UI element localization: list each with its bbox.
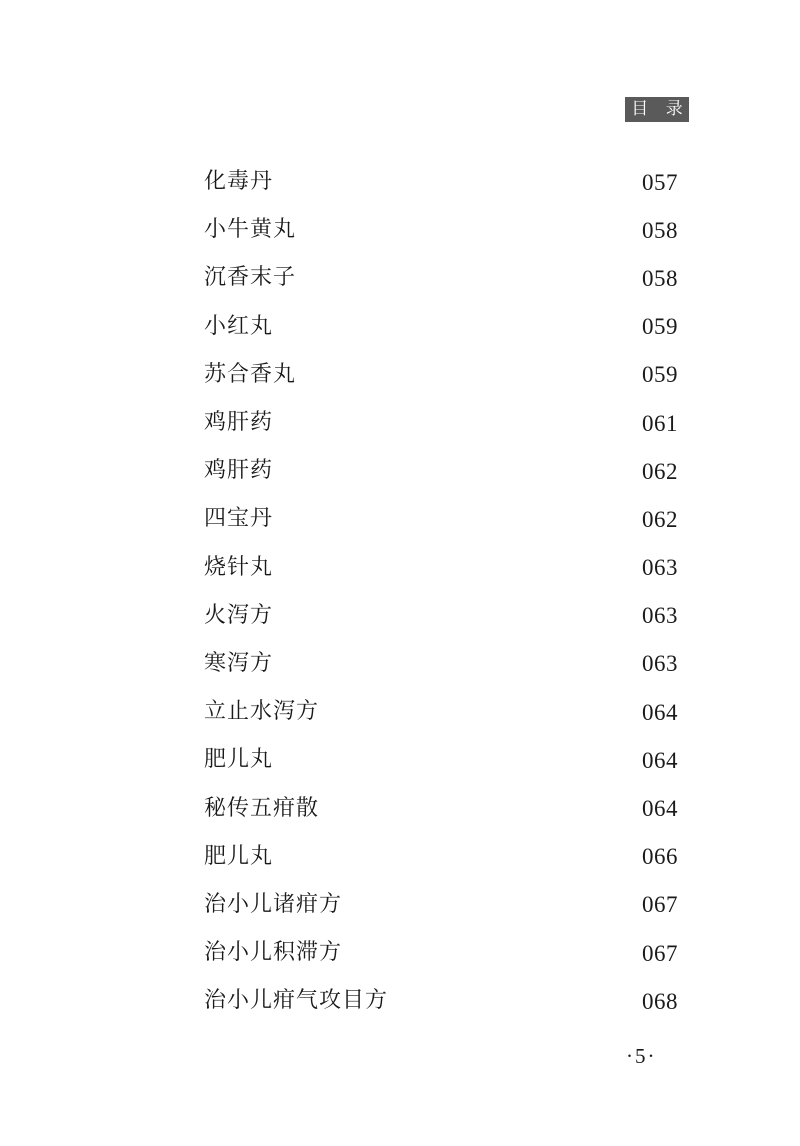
toc-entry[interactable] xyxy=(204,977,678,1025)
dot-leader xyxy=(402,990,634,1012)
toc-entry-page: 067 xyxy=(642,892,678,918)
dot-leader xyxy=(356,894,634,916)
dot-leader xyxy=(287,460,634,482)
toc-entry-title: 鸡肝药 xyxy=(204,410,274,436)
toc-entry-title: 治小儿诸疳方 xyxy=(204,891,343,917)
toc-entry-title: 鸡肝药 xyxy=(204,458,274,484)
dot-leader xyxy=(287,557,634,579)
toc-entry-page: 067 xyxy=(642,940,678,966)
dot-leader xyxy=(333,798,634,820)
toc-entry[interactable] xyxy=(204,833,678,881)
dot-leader xyxy=(287,508,634,530)
toc-entry[interactable] xyxy=(204,544,678,592)
toc-entry-page: 062 xyxy=(642,458,678,484)
toc-entry-page: 068 xyxy=(642,988,678,1014)
dot-leader xyxy=(287,412,634,434)
toc-entry-page: 058 xyxy=(642,265,678,291)
dot-leader xyxy=(287,171,634,193)
toc-entry-page: 066 xyxy=(642,844,678,870)
toc-entry[interactable] xyxy=(204,592,678,640)
dot-leader xyxy=(310,267,634,289)
toc-entry-page: 062 xyxy=(642,506,678,532)
toc-entry-title: 秘传五疳散 xyxy=(204,795,320,821)
dot-leader xyxy=(356,942,634,964)
toc-entry-page: 061 xyxy=(642,410,678,436)
toc-entry[interactable] xyxy=(204,303,678,351)
toc-entry-page: 064 xyxy=(642,699,678,725)
toc-entry[interactable] xyxy=(204,206,678,254)
toc-entry-page: 064 xyxy=(642,796,678,822)
dot-leader xyxy=(333,701,634,723)
dot-leader xyxy=(310,364,634,386)
toc-entry-title: 肥儿丸 xyxy=(204,843,274,869)
toc-entry[interactable] xyxy=(204,351,678,399)
toc-entry-title: 治小儿疳气攻目方 xyxy=(204,988,389,1014)
toc-entry[interactable] xyxy=(204,688,678,736)
toc-entry-title: 苏合香丸 xyxy=(204,361,297,387)
toc-entry-title: 寒泻方 xyxy=(204,650,274,676)
toc-entry-page: 057 xyxy=(642,169,678,195)
toc-entry[interactable] xyxy=(204,640,678,688)
toc-entry-page: 063 xyxy=(642,603,678,629)
toc-entry-page: 063 xyxy=(642,651,678,677)
toc-entry[interactable] xyxy=(204,447,678,495)
toc-entry-page: 063 xyxy=(642,555,678,581)
toc-entry[interactable] xyxy=(204,399,678,447)
toc-entry[interactable] xyxy=(204,254,678,302)
dot-leader xyxy=(287,316,634,338)
dot-leader xyxy=(287,749,634,771)
dot-leader xyxy=(310,219,634,241)
dot-leader xyxy=(287,846,634,868)
toc-entry-title: 四宝丹 xyxy=(204,506,274,532)
toc-entry-title: 立止水泻方 xyxy=(204,699,320,725)
dot-leader xyxy=(287,605,634,627)
toc-entry-title: 化毒丹 xyxy=(204,169,274,195)
toc-entry-title: 烧针丸 xyxy=(204,554,274,580)
toc-entry-title: 治小儿积滞方 xyxy=(204,940,343,966)
toc-entry[interactable] xyxy=(204,929,678,977)
toc-entry-page: 059 xyxy=(642,314,678,340)
toc-entry-page: 064 xyxy=(642,747,678,773)
toc-entry-title: 火泻方 xyxy=(204,602,274,628)
toc-entry[interactable] xyxy=(204,736,678,784)
toc-entry[interactable] xyxy=(204,158,678,206)
dot-leader xyxy=(287,653,634,675)
toc-entry[interactable] xyxy=(204,881,678,929)
table-of-contents xyxy=(204,158,678,1025)
toc-entry-page: 059 xyxy=(642,362,678,388)
section-label-badge: 目 录 xyxy=(625,97,689,122)
toc-entry[interactable] xyxy=(204,784,678,832)
toc-entry[interactable] xyxy=(204,495,678,543)
toc-entry-title: 小红丸 xyxy=(204,313,274,339)
toc-entry-title: 小牛黄丸 xyxy=(204,217,297,243)
toc-entry-title: 肥儿丸 xyxy=(204,747,274,773)
toc-entry-page: 058 xyxy=(642,217,678,243)
toc-entry-title: 沉香末子 xyxy=(204,265,297,291)
page-number: ·5· xyxy=(626,1044,657,1068)
